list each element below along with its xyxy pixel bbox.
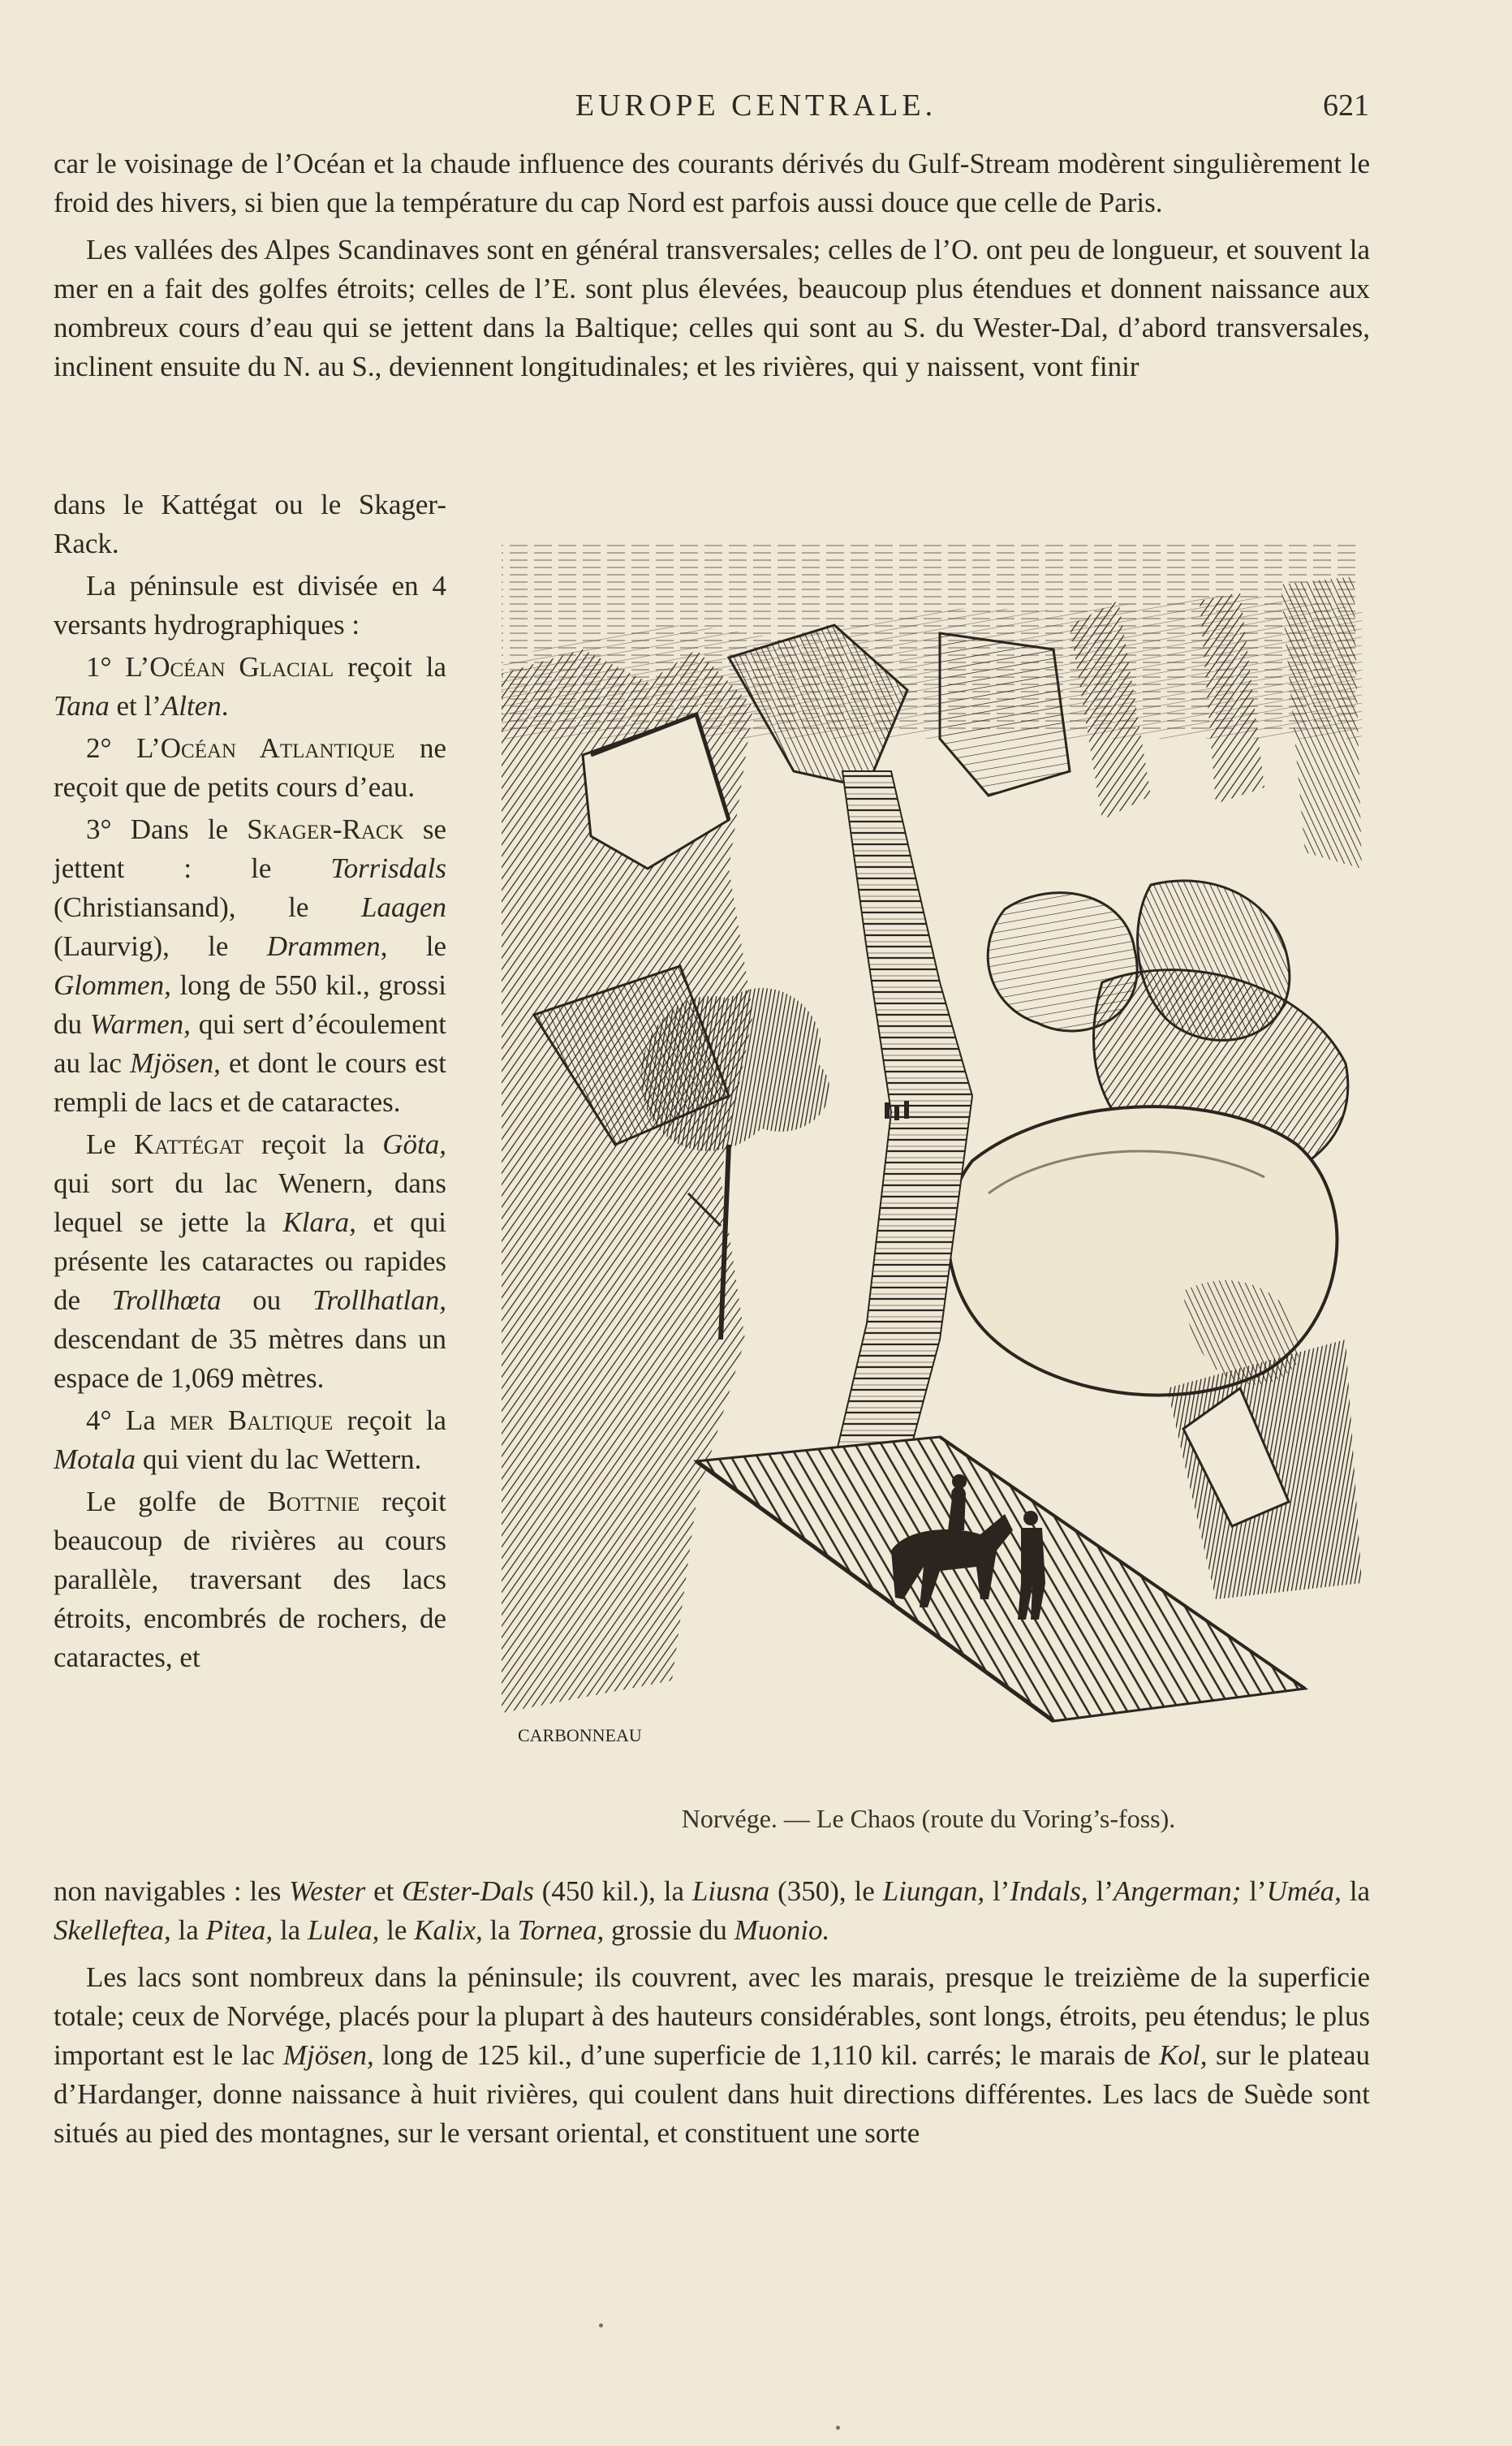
lake-name: Mjösen, xyxy=(282,2039,374,2071)
paragraph-versants: La péninsule est divisée en 4 versants hydrographiques : xyxy=(54,570,446,641)
text-run: sur le plateau d’Hardanger, donne naissance à huit rivières, qui coulent dans huit directions différentes. Les lacs de Suède sont situés au pied des montagnes, sur le versant oriental, et constituent une sorte xyxy=(54,2039,1370,2149)
text-run: qui sert d’écoulement au lac xyxy=(54,1008,447,1079)
paper-speck xyxy=(599,2323,603,2327)
sea-name: Bottnie xyxy=(267,1486,360,1517)
place-name: Trollhatlan, xyxy=(312,1284,446,1316)
river-name: Wester xyxy=(289,1875,366,1907)
engraving-illustration xyxy=(485,528,1372,1766)
bottom-text xyxy=(54,1872,1370,2153)
text-run: la xyxy=(489,1914,510,1946)
paragraph-climate: car le voisinage de l’Océan et la chaude influence des courants dérivés du Gulf-Stream modèrent singulièrement le froid des hivers, si bien que la température du cap Nord est parfois aussi douce que celle de Paris. xyxy=(54,148,1370,218)
text-run: l’ xyxy=(992,1875,1010,1907)
paragraph-lakes xyxy=(54,1958,1370,2153)
sea-name: Skager-Rack xyxy=(247,813,404,845)
text-run: descendant de 35 mètres dans un espace de 1,069 mètres. xyxy=(54,1323,446,1394)
text-run: Le golfe de xyxy=(86,1486,246,1517)
river-name: Torrisdals xyxy=(330,852,446,884)
text-run: et qui présente les cataractes ou rapides de xyxy=(54,1206,446,1316)
rock-block xyxy=(940,633,1070,796)
paragraph-bottnie xyxy=(54,1482,446,1677)
text-run: (350), le xyxy=(778,1875,875,1907)
engraver-signature: CARBONNEAU xyxy=(518,1725,642,1745)
paragraph-bottnie-rivers xyxy=(54,1872,1370,1950)
river-name: Angerman; xyxy=(1113,1875,1242,1907)
text-run: La xyxy=(125,1404,156,1436)
text-run: et l’ xyxy=(116,690,162,722)
running-head: EUROPE CENTRALE. xyxy=(575,88,937,123)
item-number: 2° xyxy=(86,732,112,764)
river-name: Uméa, xyxy=(1266,1875,1342,1907)
sea-name: mer Baltique xyxy=(170,1404,334,1436)
sea-name: L’Océan Atlantique xyxy=(136,732,395,764)
river-name: Pitea, xyxy=(205,1914,274,1946)
paragraph-ocean-atlantique xyxy=(54,729,446,807)
river-name: Muonio. xyxy=(734,1914,830,1946)
text-run: reçoit la xyxy=(347,1404,446,1436)
paragraph-baltique xyxy=(54,1401,446,1479)
text-run: l’ xyxy=(1249,1875,1267,1907)
text-run: non navigables : les xyxy=(54,1875,282,1907)
river-name: Tornea, xyxy=(517,1914,605,1946)
lake-name: Mjösen, xyxy=(130,1047,221,1079)
place-name: Kol, xyxy=(1159,2039,1208,2071)
text-run: (Christiansand), le xyxy=(54,891,309,923)
text-run: reçoit la xyxy=(261,1128,365,1160)
paper-speck xyxy=(836,2426,840,2430)
river-name: Liusna xyxy=(691,1875,770,1907)
text-run: Les lacs sont nombreux dans la péninsule; ils couvrent, avec les marais, presque le treizième de la superficie totale; ceux de Norvége, placés pour la plupart à des hauteurs considérables, sont longs, étroits, peu étendus; le plus important est le lac xyxy=(54,1961,1370,2071)
text-run: long de 125 kil., d’une superficie de 1,110 kil. carrés; le marais de xyxy=(382,2039,1151,2071)
intro-text xyxy=(54,145,1370,386)
text-run: (Laurvig), le xyxy=(54,930,229,962)
sea-name: L’Océan Glacial xyxy=(125,651,334,683)
text-run: la xyxy=(279,1914,301,1946)
text-run: se jettent : le xyxy=(54,813,447,884)
river-name: Kalix, xyxy=(414,1914,483,1946)
paragraph-valleys-end: dans le Kattégat ou le Skager-Rack. xyxy=(54,489,446,559)
text-run: Le xyxy=(86,1128,116,1160)
place-name: Trollhœta xyxy=(111,1284,222,1316)
river-name: Laagen xyxy=(361,891,446,923)
text-run: reçoit beaucoup de rivières au cours parallèle, traversant des lacs étroits, encombrés de rochers, de cataractes, et xyxy=(54,1486,447,1673)
side-column xyxy=(54,485,446,1677)
paragraph-kattegat xyxy=(54,1125,446,1398)
text-run: grossie du xyxy=(610,1914,727,1946)
item-number: 3° xyxy=(86,813,112,845)
text-run: qui vient du lac Wettern. xyxy=(142,1443,422,1475)
text-run: Dans le xyxy=(130,813,229,845)
text-run: , le xyxy=(380,930,446,962)
river-name: Göta, xyxy=(382,1128,447,1160)
text-run: le xyxy=(386,1914,407,1946)
item-number: 1° xyxy=(86,651,112,683)
text-run: et xyxy=(373,1875,394,1907)
sea-name: Kattégat xyxy=(134,1128,244,1160)
river-name: Alten xyxy=(161,690,222,722)
river-name: Klara, xyxy=(282,1206,356,1238)
text-run: la xyxy=(1349,1875,1371,1907)
item-number: 4° xyxy=(86,1404,112,1436)
text-run: la xyxy=(178,1914,199,1946)
text-run: ne reçoit que de petits cours d’eau. xyxy=(54,732,447,803)
river-name: Motala xyxy=(54,1443,136,1475)
text-run: et dont le cours est rempli de lacs et de cataractes. xyxy=(54,1047,447,1118)
page-number: 621 xyxy=(1323,88,1369,123)
figure-caption: Norvége. — Le Chaos (route du Voring’s-foss). xyxy=(681,1804,1176,1833)
river-name: Glommen, xyxy=(54,969,171,1001)
river-name: Skelleftea, xyxy=(54,1914,171,1946)
river-name: Lulea, xyxy=(307,1914,380,1946)
text-run: qui sort du lac Wenern, dans lequel se jette la xyxy=(54,1167,446,1238)
river-name: Warmen, xyxy=(89,1008,191,1040)
river-name: Tana xyxy=(54,690,110,722)
paragraph-valleys: Les vallées des Alpes Scandinaves sont en général transversales; celles de l’O. ont peu de longueur, et souvent la mer en a fait des golfes étroits; celles de l’E. sont plus élevées, beaucoup plus étendues et donnent naissance aux nombreux cours d’eau qui se jettent dans la Baltique; celles qui sont au S. du Wester-Dal, d’abord transversales, inclinent ensuite du N. au S., deviennent longitudinales; et les rivières, qui y naissent, vont finir xyxy=(54,234,1370,382)
river-name: Œster-Dals xyxy=(402,1875,534,1907)
stone-stairway xyxy=(834,771,972,1461)
text-run: (450 kil.), la xyxy=(541,1875,684,1907)
text-run: reçoit la xyxy=(347,651,447,683)
river-name: Indals, xyxy=(1010,1875,1088,1907)
text-run: . xyxy=(221,690,229,722)
text-run: l’ xyxy=(1096,1875,1114,1907)
text-run: long de 550 kil., grossi du xyxy=(54,969,447,1040)
text-run: ou xyxy=(252,1284,282,1316)
river-name: Drammen xyxy=(266,930,381,962)
paragraph-skager-rack xyxy=(54,810,446,1122)
river-name: Liungan, xyxy=(882,1875,985,1907)
paragraph-ocean-glacial xyxy=(54,648,446,726)
